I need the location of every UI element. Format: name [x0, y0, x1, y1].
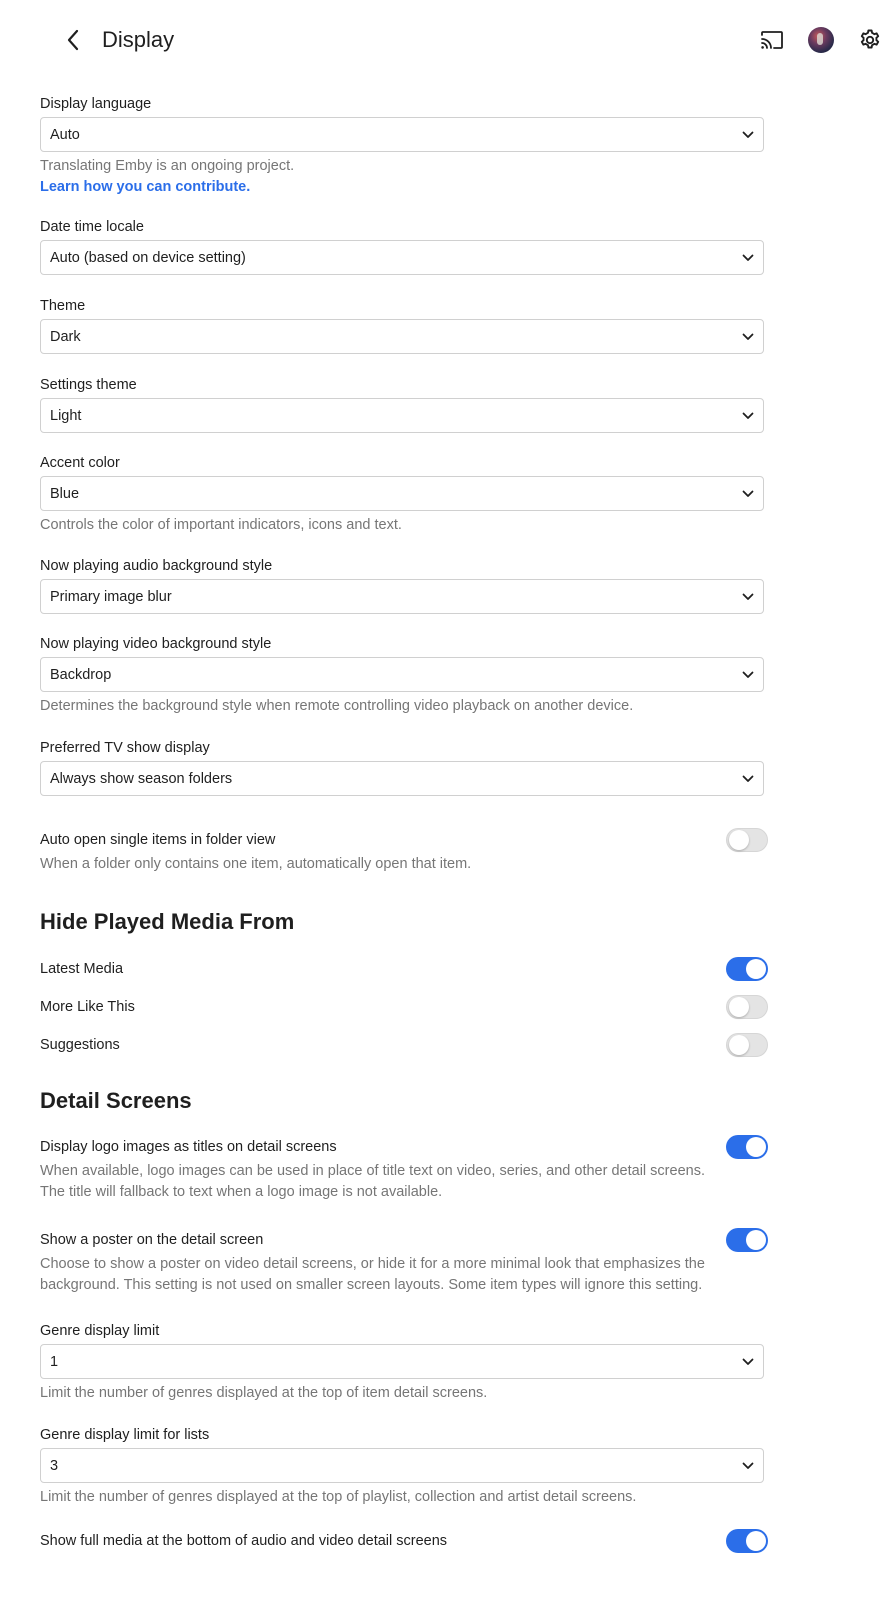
- suggestions-row: [40, 1035, 764, 1055]
- cast-button[interactable]: [758, 26, 786, 54]
- settings-theme-field: [40, 375, 764, 433]
- page-title: Display: [102, 27, 175, 52]
- theme-field: [40, 296, 764, 354]
- date-time-locale-field: [40, 217, 764, 275]
- settings-button[interactable]: [856, 26, 884, 54]
- toggle-knob: [729, 997, 749, 1017]
- tv-show-display-field: [40, 738, 764, 796]
- genre-limit-lists-select[interactable]: [40, 1448, 764, 1483]
- chevron-down-icon: [741, 1459, 755, 1473]
- accent-color-label: Accent color: [40, 455, 120, 471]
- chevron-down-icon: [741, 487, 755, 501]
- auto-open-label: Auto open single items in folder view: [40, 832, 276, 848]
- video-background-select[interactable]: [40, 657, 764, 692]
- video-background-label: Now playing video background style: [40, 636, 272, 652]
- toggle-knob: [746, 1137, 766, 1157]
- accent-color-select[interactable]: [40, 476, 764, 511]
- select-value: Dark: [50, 329, 81, 345]
- detail-screens-heading: Detail Screens: [40, 1088, 192, 1113]
- chevron-down-icon: [741, 409, 755, 423]
- poster-help-line2: background. This setting is not used on smaller screen layouts. Some item types will ignore this setting.: [40, 1277, 703, 1293]
- full-media-toggle[interactable]: [726, 1529, 768, 1553]
- auto-open-toggle[interactable]: [726, 828, 768, 852]
- video-background-field: [40, 634, 764, 717]
- tv-show-display-select[interactable]: [40, 761, 764, 796]
- chevron-left-icon: [65, 29, 83, 51]
- genre-limit-select[interactable]: [40, 1344, 764, 1379]
- chevron-down-icon: [741, 590, 755, 604]
- select-value: Backdrop: [50, 667, 112, 683]
- cast-icon: [760, 30, 784, 50]
- latest-media-row: [40, 959, 764, 979]
- toggle-knob: [729, 1035, 749, 1055]
- tv-show-display-label: Preferred TV show display: [40, 740, 210, 756]
- genre-limit-field: [40, 1321, 764, 1404]
- toggle-knob: [746, 1230, 766, 1250]
- chevron-down-icon: [741, 128, 755, 142]
- toggle-knob: [746, 959, 766, 979]
- theme-select[interactable]: [40, 319, 764, 354]
- auto-open-row: [40, 830, 764, 875]
- logo-titles-help-line1: When available, logo images can be used in place of title text on video, series, and other detail screens.: [40, 1163, 705, 1179]
- auto-open-help: When a folder only contains one item, automatically open that item.: [40, 856, 472, 872]
- display-language-field: [40, 94, 764, 198]
- date-time-locale-label: Date time locale: [40, 219, 144, 235]
- latest-media-toggle[interactable]: [726, 957, 768, 981]
- accent-color-field: [40, 453, 764, 536]
- video-background-help: Determines the background style when remote controlling video playback on another device.: [40, 698, 634, 714]
- more-like-this-toggle[interactable]: [726, 995, 768, 1019]
- app-header: [0, 0, 892, 80]
- contribute-link[interactable]: Learn how you can contribute.: [40, 179, 251, 195]
- select-value: Primary image blur: [50, 589, 172, 605]
- select-value: Blue: [50, 486, 80, 502]
- logo-titles-help-line2: The title will fallback to text when a logo image is not available.: [40, 1184, 443, 1200]
- poster-row: [40, 1230, 764, 1296]
- display-language-select[interactable]: [40, 117, 764, 152]
- logo-titles-row: [40, 1137, 764, 1203]
- more-like-this-row: [40, 997, 764, 1017]
- select-value: Light: [50, 408, 82, 424]
- more-like-this-label: More Like This: [40, 999, 135, 1015]
- select-value: Auto (based on device setting): [50, 250, 246, 266]
- back-button[interactable]: [58, 24, 90, 56]
- chevron-down-icon: [741, 1355, 755, 1369]
- poster-label: Show a poster on the detail screen: [40, 1232, 264, 1248]
- genre-limit-label: Genre display limit: [40, 1323, 160, 1339]
- audio-background-field: [40, 556, 764, 614]
- poster-help-line1: Choose to show a poster on video detail screens, or hide it for a more minimal look that emphasizes the: [40, 1256, 705, 1272]
- poster-toggle[interactable]: [726, 1228, 768, 1252]
- full-media-row: [40, 1531, 764, 1551]
- chevron-down-icon: [741, 330, 755, 344]
- settings-theme-label: Settings theme: [40, 377, 137, 393]
- genre-limit-lists-field: [40, 1425, 764, 1508]
- select-value: Auto: [50, 127, 80, 143]
- chevron-down-icon: [741, 668, 755, 682]
- hide-played-heading: Hide Played Media From: [40, 909, 295, 934]
- logo-titles-toggle[interactable]: [726, 1135, 768, 1159]
- accent-color-help: Controls the color of important indicators, icons and text.: [40, 517, 402, 533]
- theme-label: Theme: [40, 298, 86, 314]
- toggle-knob: [746, 1531, 766, 1551]
- settings-theme-select[interactable]: [40, 398, 764, 433]
- display-language-help: Translating Emby is an ongoing project.: [40, 158, 295, 174]
- select-value: 1: [50, 1354, 59, 1370]
- display-language-label: Display language: [40, 96, 152, 112]
- chevron-down-icon: [741, 772, 755, 786]
- select-value: Always show season folders: [50, 771, 233, 787]
- gear-icon: [858, 28, 882, 52]
- toggle-knob: [729, 830, 749, 850]
- audio-background-select[interactable]: [40, 579, 764, 614]
- full-media-label: Show full media at the bottom of audio and video detail screens: [40, 1533, 448, 1549]
- chevron-down-icon: [741, 251, 755, 265]
- latest-media-label: Latest Media: [40, 961, 124, 977]
- genre-limit-lists-label: Genre display limit for lists: [40, 1427, 210, 1443]
- date-time-locale-select[interactable]: [40, 240, 764, 275]
- genre-limit-lists-help: Limit the number of genres displayed at the top of playlist, collection and artist detail screens.: [40, 1489, 637, 1505]
- select-value: 3: [50, 1458, 59, 1474]
- audio-background-label: Now playing audio background style: [40, 558, 273, 574]
- user-avatar[interactable]: [808, 27, 834, 53]
- genre-limit-help: Limit the number of genres displayed at the top of item detail screens.: [40, 1385, 488, 1401]
- logo-titles-label: Display logo images as titles on detail screens: [40, 1139, 337, 1155]
- suggestions-label: Suggestions: [40, 1037, 120, 1053]
- suggestions-toggle[interactable]: [726, 1033, 768, 1057]
